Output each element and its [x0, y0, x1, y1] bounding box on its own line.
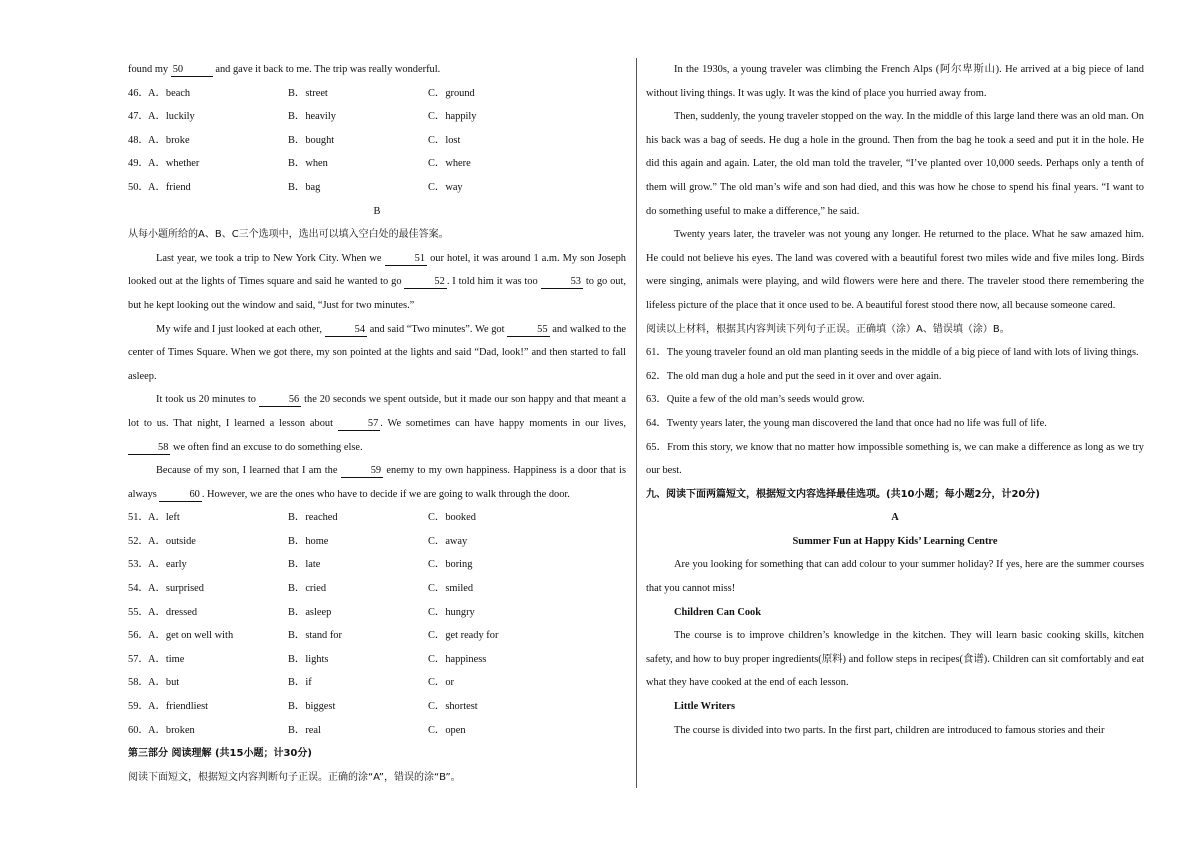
blank-53: 53	[541, 276, 583, 289]
text: and gave it back to me. The trip was really wonderful.	[215, 64, 441, 75]
option-c: C．where	[428, 158, 471, 170]
article-intro: Are you looking for something that can add colour to your summer holiday? If yes, here are the summer courses that you cannot miss!	[646, 559, 1144, 595]
option-c: C．hungry	[428, 606, 475, 618]
option-a: A．broken	[148, 724, 195, 736]
question-number: 54．	[128, 583, 149, 595]
option-b: B．asleep	[288, 606, 332, 618]
option-row	[128, 624, 626, 648]
option-a: A．friendliest	[148, 701, 209, 713]
option-c: C．away	[428, 535, 468, 547]
blank-60: 60	[159, 489, 201, 502]
option-b: B．home	[288, 535, 329, 547]
option-c: C．way	[428, 181, 463, 193]
option-c: C．open	[428, 724, 466, 736]
option-a: A．left	[148, 512, 180, 524]
course-1-text: The course is to improve children’s knowledge in the kitchen. They will learn basic cooking skills, kitchen safety, and how to buy proper ingredients(原料) and follow steps in recipes(食谱). Children can sit comfortably and eat what they have cooked at the end of each lesson.	[646, 630, 1144, 689]
option-row	[128, 506, 626, 530]
option-a: A．whether	[148, 158, 200, 170]
option-a: A．luckily	[148, 111, 195, 123]
blank-58: 58	[128, 442, 170, 455]
part9-heading: 九、阅读下面两篇短文，根据短文内容选择最佳选项。(共10小题；每小题2分，计20分)	[646, 488, 1040, 500]
option-b: B．heavily	[288, 111, 336, 123]
option-b: B．if	[288, 677, 312, 689]
question-number: 53．	[128, 559, 149, 571]
text: . We sometimes can have happy moments in our lives,	[380, 417, 626, 429]
option-a: A．broke	[148, 134, 190, 146]
statement-62: 62．The old man dug a hole and put the seed in it over and over again.	[646, 370, 942, 382]
option-c: C．shortest	[428, 701, 478, 713]
option-a: A．dressed	[148, 606, 198, 618]
option-b: B．bag	[288, 181, 321, 193]
option-a: A．outside	[148, 535, 196, 547]
text: and walked to the center of Times Square. When we got there, my son pointed at the lights and said “Dad, look!” and then started to fall asleep.	[128, 323, 626, 382]
blank-51: 51	[385, 253, 427, 266]
option-row	[128, 695, 626, 719]
question-number: 55．	[128, 606, 149, 618]
article-title: Summer Fun at Happy Kids’ Learning Centre	[792, 535, 998, 547]
question-number: 60．	[128, 724, 149, 736]
blank-50: 50	[171, 64, 213, 77]
course-1-title: Children Can Cook	[674, 606, 761, 618]
question-number: 50．	[128, 181, 149, 193]
text: and said “Two minutes”. We got	[369, 323, 505, 335]
options-51-60	[128, 506, 626, 742]
option-a: A．early	[148, 559, 187, 571]
text: Because of my son, I learned that I am the	[156, 465, 338, 477]
option-c: C．or	[428, 677, 454, 689]
question-number: 47．	[128, 111, 149, 123]
text: My wife and I just looked at each other,	[156, 323, 322, 335]
statement-61: 61．The young traveler found an old man planting seeds in the middle of a big piece of land with lots of living things.	[646, 347, 1139, 359]
cloze-paragraph-2	[128, 318, 626, 389]
question-number: 59．	[128, 701, 149, 713]
option-c: C．get ready for	[428, 630, 499, 642]
statement-65: 65．From this story, we know that no matter how impossible something is, we can make a difference as long as we try our best.	[646, 441, 1144, 477]
blank-57: 57	[338, 418, 380, 431]
option-a: A．friend	[148, 181, 191, 193]
option-row	[128, 553, 626, 577]
options-46-50	[128, 82, 626, 200]
blank-59: 59	[341, 465, 383, 478]
option-c: C．boring	[428, 559, 473, 571]
option-b: B．real	[288, 724, 321, 736]
option-b: B．lights	[288, 653, 329, 665]
blank-52: 52	[404, 276, 446, 289]
option-a: A．beach	[148, 87, 191, 99]
option-b: B．cried	[288, 583, 327, 595]
question-number: 48．	[128, 134, 149, 146]
question-number: 57．	[128, 653, 149, 665]
story-paragraph-1: In the 1930s, a young traveler was climbing the French Alps (阿尔卑斯山). He arrived at a big piece of land without living things. It was ugly. It was the kind of place you hurried away from.	[646, 64, 1144, 99]
passage-end-line	[128, 58, 626, 82]
option-b: B．street	[288, 87, 328, 99]
blank-56: 56	[259, 394, 301, 407]
option-row	[128, 577, 626, 601]
question-number: 58．	[128, 677, 149, 689]
question-number: 56．	[128, 630, 149, 642]
option-row	[128, 648, 626, 672]
option-c: C．smiled	[428, 583, 474, 595]
text: found my	[128, 64, 169, 75]
left-column	[128, 58, 626, 789]
option-b: B．biggest	[288, 701, 336, 713]
option-row	[128, 719, 626, 743]
statement-64: 64．Twenty years later, the young man discovered the land that once had no life was full of life.	[646, 417, 1047, 429]
option-row	[128, 82, 626, 106]
text: to go out, but he kept looking out the window and said, “Just for two minutes.”	[128, 276, 626, 311]
option-b: B．stand for	[288, 630, 342, 642]
question-number: 46．	[128, 87, 149, 99]
true-false-instruction: 阅读以上材料，根据其内容判读下列句子正误。正确填（涂）A、错误填（涂）B。	[646, 323, 1010, 335]
option-row	[128, 601, 626, 625]
option-b: B．when	[288, 158, 328, 170]
option-row	[128, 530, 626, 554]
text: enemy to my own happiness. Happiness is a door that is always	[128, 465, 626, 500]
option-a: A．get on well with	[148, 630, 234, 642]
option-c: C．ground	[428, 87, 475, 99]
text: our hotel, it was around 1 a.m. My son Joseph looked out at the lights of Times square and said he wanted to go	[128, 252, 626, 288]
course-2-title: Little Writers	[674, 701, 736, 713]
section-a-label: A	[891, 512, 899, 524]
text: the 20 seconds we spent outside, but it made our son happy and that meant a lot to us. That night, I learned a lesson about	[128, 394, 627, 429]
option-b: B．bought	[288, 134, 335, 146]
story-paragraph-3: Twenty years later, the traveler was not young any longer. He returned to the place. What he saw amazed him. He could not believe his eyes. The land was covered with a beautiful forest two miles wide and five miles long. Birds were singing, animals were playing, and wild flowers were here and there. The traveler stood there remembering the lifeless picture of the place that it once used to be. A beautiful forest stood there now, all because someone cared.	[646, 229, 1144, 311]
part3-heading: 第三部分 阅读理解 (共15小题；计30分)	[128, 748, 312, 760]
text: Last year, we took a trip to New York City. When we	[156, 252, 382, 264]
part3-instruction: 阅读下面短文，根据短文内容判断句子正误。正确的涂“A”，错误的涂“B”。	[128, 771, 461, 783]
option-c: C．happily	[428, 111, 477, 123]
option-row	[128, 671, 626, 695]
option-row	[128, 105, 626, 129]
option-b: B．reached	[288, 512, 338, 524]
option-c: C．booked	[428, 512, 476, 524]
text: we often find an excuse to do something else.	[173, 441, 363, 453]
option-row	[128, 152, 626, 176]
option-b: B．late	[288, 559, 321, 571]
cloze-paragraph-1	[128, 247, 626, 318]
question-number: 52．	[128, 535, 149, 547]
text: . However, we are the ones who have to decide if we are going to walk through the door.	[201, 488, 570, 500]
column-divider	[636, 58, 637, 788]
story-paragraph-2: Then, suddenly, the young traveler stopped on the way. In the middle of this large land there was an old man. On his back was a bag of seeds. He dug a hole in the ground. Then from the bag he took a seed and put it in the hole. He did this again and again. Later, the old man told the traveler, “I’ve planted over 10,000 seeds. Perhaps only a tenth of them will grow.” The old man’s wife and son had died, and this was how he chose to spend his final years. “I want to do something useful to make a difference,” he said.	[646, 111, 1144, 217]
option-row	[128, 129, 626, 153]
cloze-paragraph-4	[128, 459, 626, 506]
section-b-instruction: 从每小题所给的A、B、C三个选项中，选出可以填入空白处的最佳答案。	[128, 229, 449, 241]
question-number: 49．	[128, 158, 149, 170]
option-a: A．but	[148, 677, 180, 689]
cloze-paragraph-3	[128, 388, 626, 459]
blank-54: 54	[325, 324, 367, 337]
text: . I told him it was too	[446, 276, 538, 288]
blank-55: 55	[507, 324, 549, 337]
right-column	[646, 58, 1144, 742]
option-a: A．time	[148, 653, 185, 665]
section-b-label: B	[373, 205, 381, 217]
option-a: A．surprised	[148, 583, 204, 595]
course-2-text: The course is divided into two parts. In the first part, children are introduced to famous stories and their	[674, 724, 1105, 736]
text: It took us 20 minutes to	[156, 394, 256, 406]
statement-63: 63．Quite a few of the old man’s seeds would grow.	[646, 394, 865, 406]
option-c: C．happiness	[428, 653, 487, 665]
option-c: C．lost	[428, 134, 461, 146]
option-row	[128, 176, 626, 200]
question-number: 51．	[128, 512, 149, 524]
